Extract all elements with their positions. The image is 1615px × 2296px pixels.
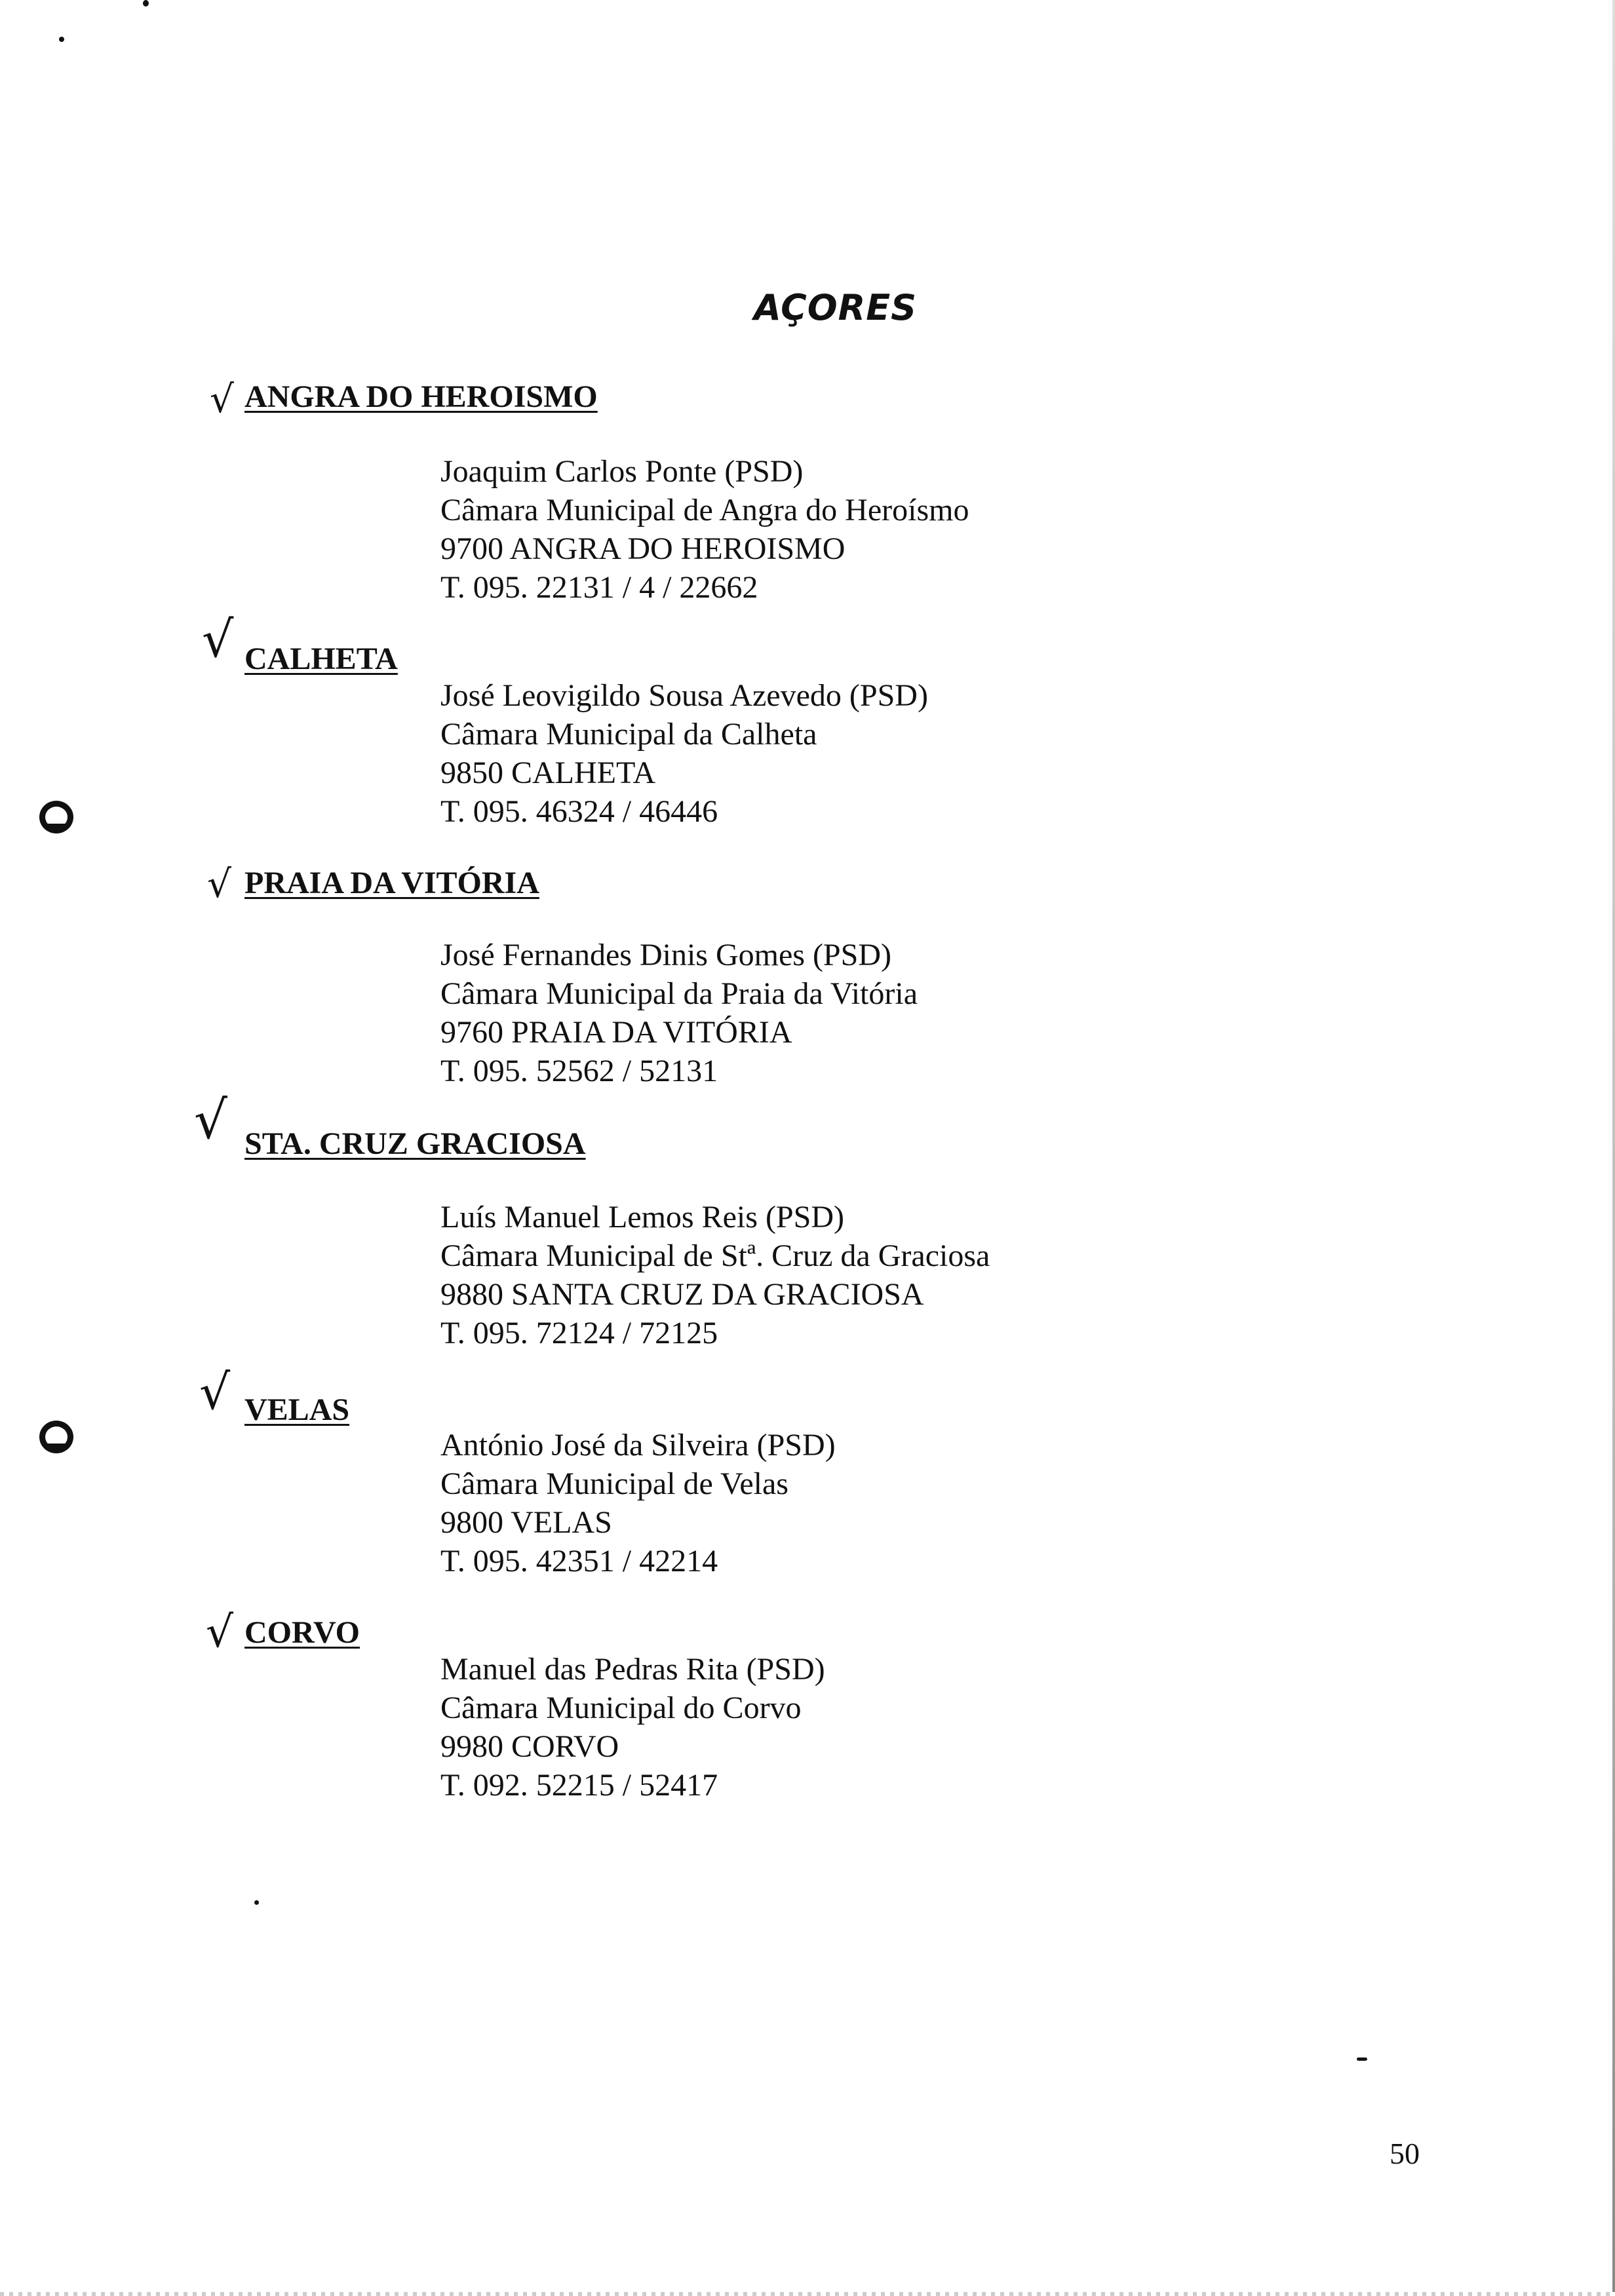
contact-postal: 9760 PRAIA DA VITÓRIA [440, 1015, 792, 1050]
entry-heading: ANGRA DO HEROISMO [244, 379, 598, 414]
contact-office: Câmara Municipal de Stª. Cruz da Graciosa [440, 1238, 990, 1273]
scan-speck [59, 37, 64, 42]
checkmark-icon: √ [194, 1090, 227, 1151]
entry-details [440, 1650, 825, 1805]
contact-phone: T. 095. 46324 / 46446 [440, 794, 718, 829]
entry-heading: VELAS [244, 1392, 350, 1427]
entry-details [440, 676, 928, 831]
entry-heading: CORVO [244, 1615, 360, 1650]
punch-hole-mark [39, 801, 73, 833]
entry-details [440, 1198, 990, 1352]
entry-details [440, 452, 969, 607]
contact-postal: 9700 ANGRA DO HEROISMO [440, 531, 846, 566]
scan-speck [143, 0, 149, 7]
scan-edge-right [1612, 0, 1615, 2296]
contact-name: António José da Silveira (PSD) [440, 1428, 836, 1463]
entry-heading: CALHETA [244, 641, 398, 676]
contact-postal: 9800 VELAS [440, 1505, 612, 1540]
punch-hole-mark [39, 1421, 73, 1453]
scan-speck [1357, 2057, 1367, 2061]
checkmark-icon: √ [206, 1607, 234, 1657]
contact-office: Câmara Municipal da Calheta [440, 717, 817, 752]
page-number: 50 [1390, 2137, 1420, 2170]
checkmark-icon: √ [202, 610, 234, 668]
contact-name: José Leovigildo Sousa Azevedo (PSD) [440, 678, 928, 713]
contact-phone: T. 095. 72124 / 72125 [440, 1316, 718, 1350]
entry-heading: PRAIA DA VITÓRIA [244, 866, 539, 900]
scan-speck [254, 1900, 259, 1905]
checkmark-icon: √ [199, 1364, 231, 1421]
contact-office: Câmara Municipal de Angra do Heroísmo [440, 493, 969, 527]
contact-name: José Fernandes Dinis Gomes (PSD) [440, 938, 891, 972]
contact-postal: 9980 CORVO [440, 1729, 619, 1764]
checkmark-icon: √ [210, 377, 234, 421]
contact-phone: T. 092. 52215 / 52417 [440, 1768, 718, 1803]
contact-name: Luís Manuel Lemos Reis (PSD) [440, 1200, 844, 1234]
contact-postal: 9850 CALHETA [440, 756, 656, 790]
page-title: AÇORES [754, 287, 918, 328]
contact-postal: 9880 SANTA CRUZ DA GRACIOSA [440, 1277, 924, 1312]
contact-office: Câmara Municipal de Velas [440, 1466, 788, 1501]
contact-office: Câmara Municipal do Corvo [440, 1691, 802, 1725]
entry-heading: STA. CRUZ GRACIOSA [244, 1126, 586, 1161]
entry-details [440, 1426, 836, 1580]
checkmark-icon: √ [207, 862, 231, 906]
contact-phone: T. 095. 22131 / 4 / 22662 [440, 570, 758, 605]
contact-office: Câmara Municipal da Praia da Vitória [440, 976, 918, 1011]
contact-name: Joaquim Carlos Ponte (PSD) [440, 454, 804, 489]
contact-name: Manuel das Pedras Rita (PSD) [440, 1652, 825, 1687]
contact-phone: T. 095. 42351 / 42214 [440, 1544, 718, 1578]
scan-edge-bottom [0, 2292, 1615, 2296]
contact-phone: T. 095. 52562 / 52131 [440, 1054, 718, 1088]
entry-details [440, 936, 918, 1090]
